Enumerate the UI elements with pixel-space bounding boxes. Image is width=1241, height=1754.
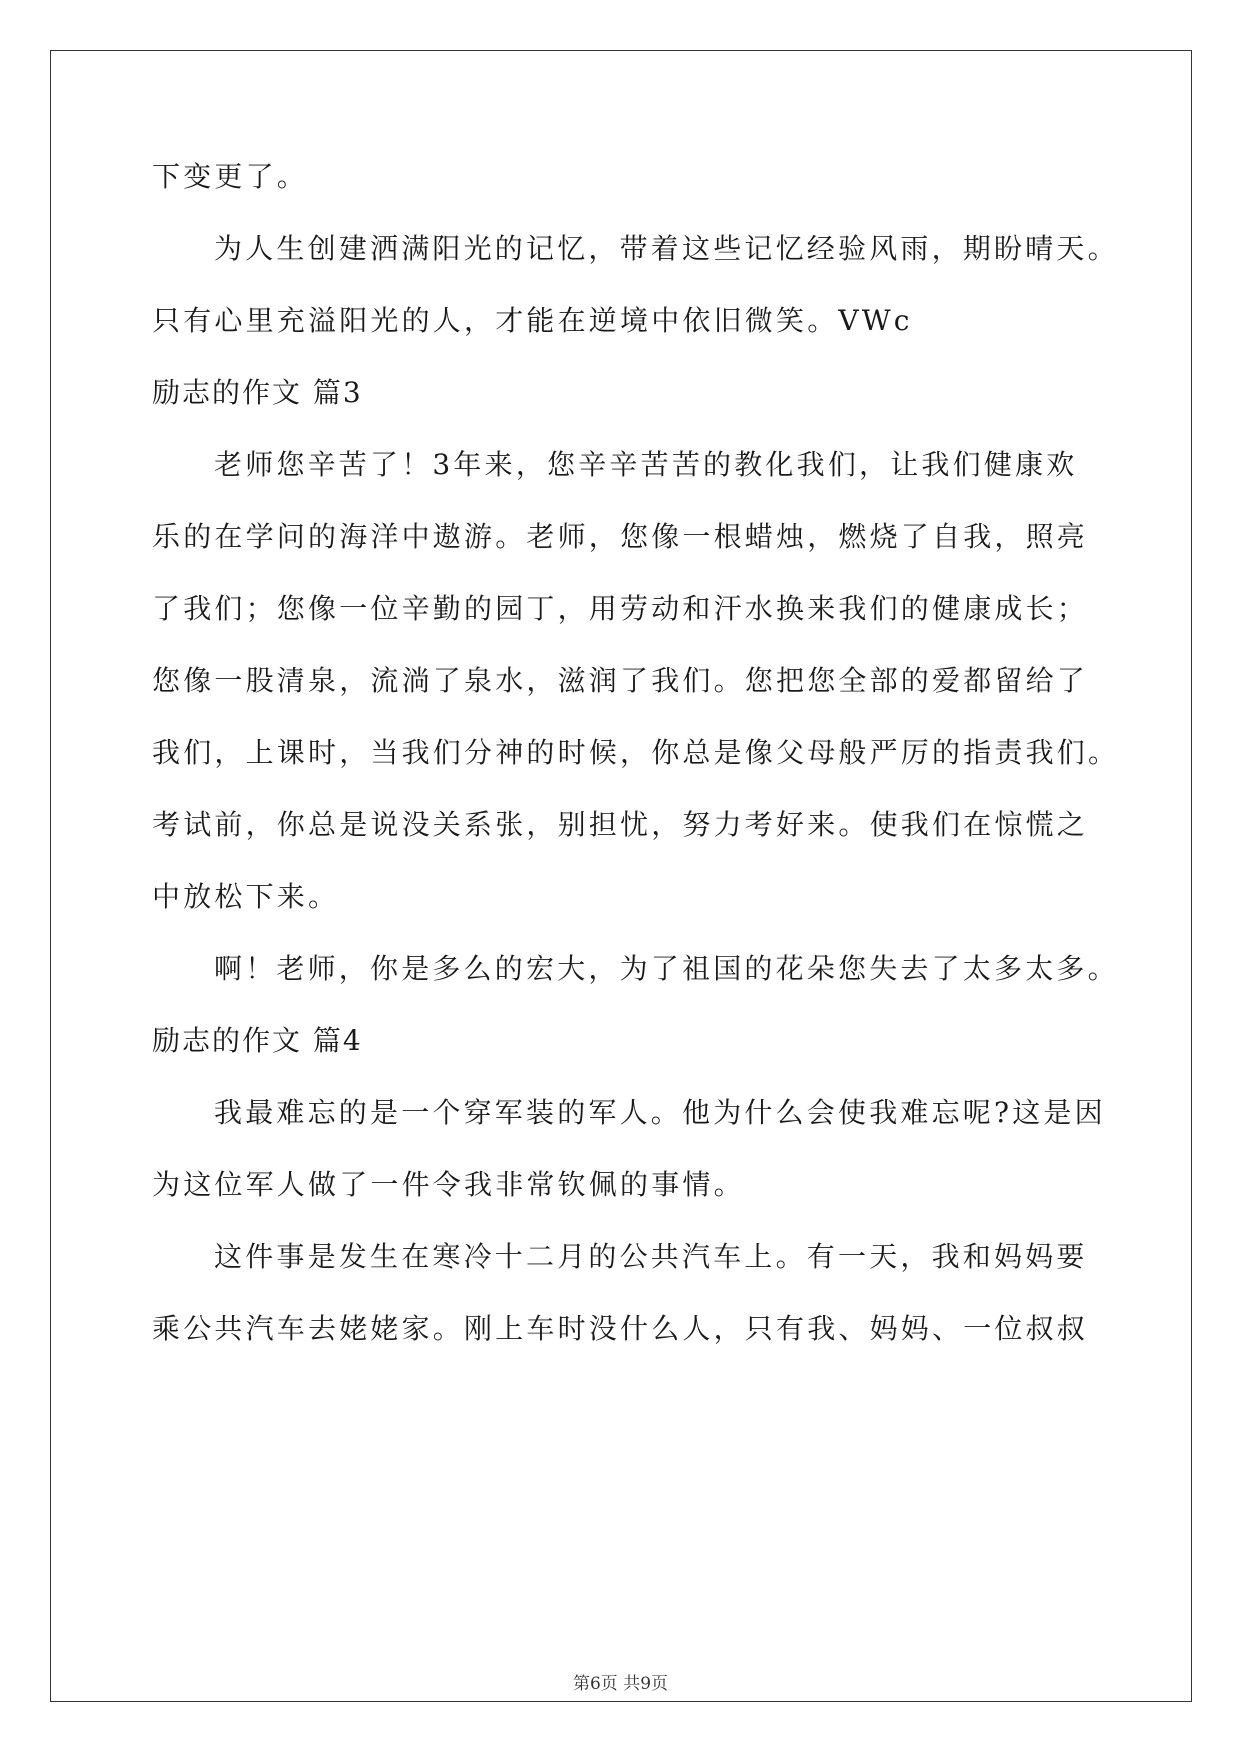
text-line: 乐的在学问的海洋中遨游。老师，您像一根蜡烛，燃烧了自我，照亮 (152, 520, 1089, 553)
text-line: 乘公共汽车去姥姥家。刚上车时没什么人，只有我、妈妈、一位叔叔 (152, 1312, 1089, 1345)
text-line: 了我们；您像一位辛勤的园丁，用劳动和汗水换来我们的健康成长； (152, 592, 1089, 625)
section-heading-4: 励志的作文 篇4 (152, 1024, 363, 1057)
text-line: 考试前，你总是说没关系张，别担忧，努力考好来。使我们在惊慌之 (152, 808, 1089, 841)
paragraph-start-line: 为人生创建洒满阳光的记忆，带着这些记忆经验风雨，期盼晴天。 (214, 232, 1119, 265)
paragraph-start-line: 我最难忘的是一个穿军装的军人。他为什么会使我难忘呢?这是因 (214, 1096, 1106, 1129)
text-line: 为这位军人做了一件令我非常钦佩的事情。 (152, 1168, 745, 1201)
paragraph-start-line: 啊！老师，你是多么的宏大，为了祖国的花朵您失去了太多太多。 (214, 952, 1119, 985)
text-line: 中放松下来。 (152, 880, 340, 913)
text-line: 只有心里充溢阳光的人，才能在逆境中依旧微笑。VWc (152, 304, 913, 337)
text-line: 您像一股清泉，流淌了泉水，滋润了我们。您把您全部的爱都留给了 (152, 664, 1089, 697)
text-line: 下变更了。 (152, 160, 309, 193)
section-heading-3: 励志的作文 篇3 (152, 376, 363, 409)
paragraph-start-line: 老师您辛苦了！3年来，您辛辛苦苦的教化我们，让我们健康欢 (214, 448, 1078, 481)
text-line: 我们，上课时，当我们分神的时候，你总是像父母般严厉的指责我们。 (152, 736, 1120, 769)
page-border (50, 50, 1192, 1702)
paragraph-start-line: 这件事是发生在寒冷十二月的公共汽车上。有一天，我和妈妈要 (214, 1240, 1088, 1273)
page-footer: 第6页 共9页 (572, 1674, 669, 1694)
